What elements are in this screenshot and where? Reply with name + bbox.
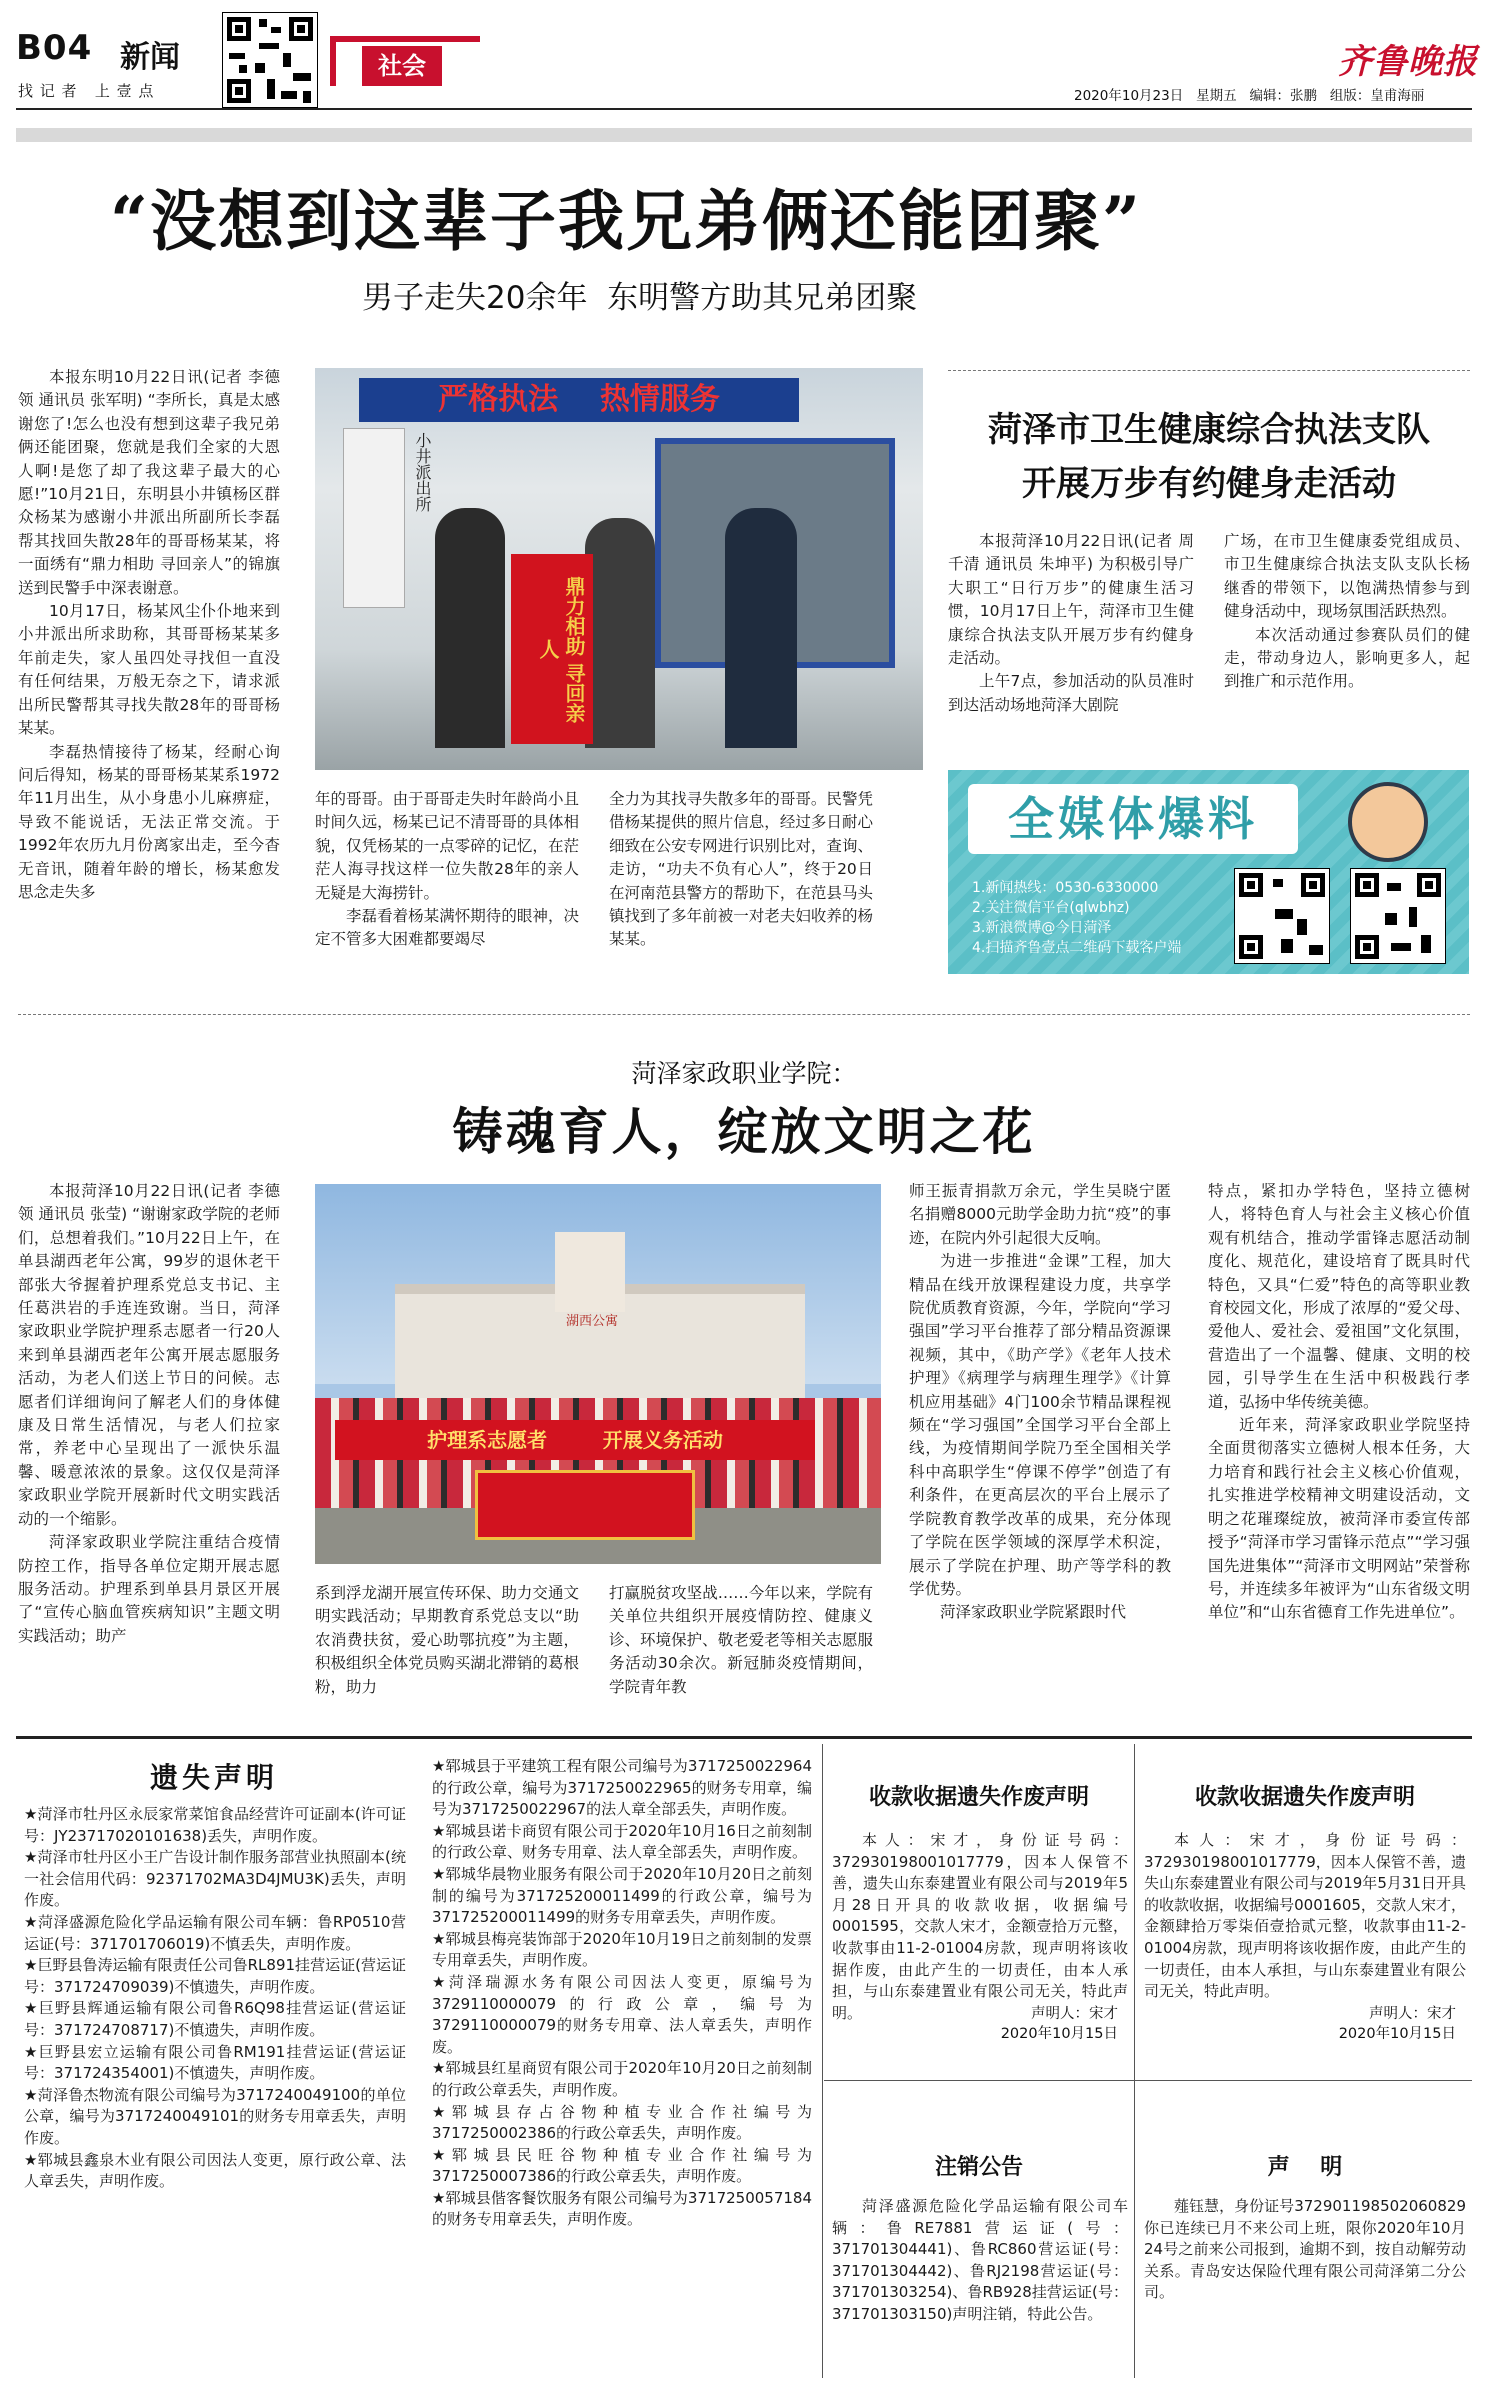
masthead-logo: 齐鲁晚报: [1338, 42, 1478, 82]
header-qr-code[interactable]: [222, 12, 318, 108]
article3-p5: 师王振青捐款万余元，学生吴晓宁匿名捐赠8000元助学金助力抗“疫”的事迹，在院内外引起很大反响。: [909, 1182, 1171, 1247]
ad-line-3: 3.新浪微博@今日菏泽: [972, 920, 1112, 936]
article3-col1: [18, 1180, 280, 1695]
lost-item-5: ★巨野县辉通运输有限公司鲁R6Q98挂营运证(营运证号：371724708717)不慎遗失，声明作废。: [24, 1999, 406, 2039]
receipt2-text: 本人：宋才，身份证号码：372930198001017779，因本人保管不善，遗失山东泰建置业有限公司与2019年5月31日开具的收款收据，收据编号0001605，交款人宋才，金额肆拾万零柒佰壹拾贰元整，收款事由11-2-01004房款，现声明将该收据作废，由此产生的一切责任，由本人承担，与山东泰建置业有限公司无关，特此声明。: [1144, 1831, 1466, 2001]
lost-item-6: ★巨野县宏立运输有限公司鲁RM191挂营运证(营运证号：371724354001)不慎遗失，声明作废。: [24, 2042, 406, 2083]
article2-col2: [1224, 530, 1470, 730]
article3-headline: 铸魂育人，绽放文明之花: [452, 1102, 1036, 1161]
date-info: [1074, 84, 1424, 104]
article1-p5: 李磊看着杨某满怀期待的眼神，决定不管多大困难都要竭尽: [315, 907, 579, 949]
statement-title: 声 明: [1267, 2155, 1343, 2180]
ad-line-1: 1.新闻热线：0530-6330000: [972, 880, 1159, 896]
photo-person-right: [725, 508, 797, 748]
article1-p2: 10月17日，杨某风尘仆仆地来到小井派出所求助称，其哥哥杨某某多年前走失，家人虽四处寻找但一直没有任何结果，万般无奈之下，请求派出所民警帮其寻找失散28年的哥哥杨某某。: [18, 602, 280, 738]
article2-col1: [948, 530, 1194, 730]
ad-qr-code-1[interactable]: [1234, 868, 1330, 964]
receipt1-signer: 声明人：宋才: [1031, 2006, 1118, 2022]
photo-station-sign: [343, 428, 405, 608]
notices-divider-1: [822, 1744, 823, 2378]
slogan: 找 记 者 上 壹 点: [18, 82, 155, 100]
article1-subhead: 男子走失20余年 东明警方助其兄弟团聚: [362, 280, 918, 316]
lost-item-4: ★巨野县鲁涛运输有限责任公司鲁RL891挂营运证(营运证号：371724709039)不慎遗失，声明作废。: [24, 1956, 406, 1996]
notices-top-rule: [16, 1736, 1472, 1739]
article1-p1: 本报东明10月22日讯(记者 李德领 通讯员 张军明) “李所长，真是太感谢您了!怎么也没有想到这辈子我兄弟俩还能团聚，您就是我们全家的大恩人啊!是您了却了我这辈子最大的心愿!”10月21日，东明县小井镇杨区群众杨某为感谢小井派出所副所长李磊帮其找回失散28年的哥哥杨某某，将一面绣有“鼎力相助 寻回亲人”的锦旗送到民警手中深表谢意。: [18, 368, 280, 597]
receipt2-title: 收款收据遗失作废声明: [1194, 1785, 1415, 1810]
photo-person-middle: [585, 518, 655, 748]
article3-col2: [315, 1582, 579, 1695]
article3-col4: [909, 1180, 1171, 1695]
statement-text: 薤钰慧，身份证号372901198502060829你已连续已月不来公司上班，限你2020年10月24号之前来公司报到，逾期不到，按自动解劳动关系。青岛安达保险代理有限公司菏泽第二分公司。: [1144, 2197, 1466, 2302]
article3-p6: 为进一步推进“金课”工程，加大精品在线开放课程建设力度，共享学院优质教育资源，今年，学院向“学习强国”学习平台推荐了部分精品资源课视频，其中，《助产学》《老年人技术护理》《病理学与病理生理学》《计算机应用基础》4门100余节精品课程视频在“学习强国”全国学习平台全部上线，为疫情期间学院乃至全国相关学科中高职学生“停课不停学”创造了有利条件，在更高层次的平台上展示了学院教育教学改革的成果，充分体现了学院在医学领域的深厚学术积淀，展示了学院在护理、助产等学科的教学优势。: [909, 1252, 1171, 1598]
media-tips-ad[interactable]: [948, 770, 1469, 974]
receipt1-title: 收款收据遗失作废声明: [868, 1785, 1089, 1810]
photo-front-banner: [475, 1470, 695, 1540]
section-name: 新闻: [120, 40, 180, 75]
article2-top-rule: [948, 370, 1470, 371]
receipt2-signature: [1144, 2004, 1456, 2044]
receipt2-signer: 声明人：宋才: [1369, 2006, 1456, 2022]
article3-kicker: 菏泽家政职业学院：: [631, 1059, 857, 1088]
page-code: B04: [16, 28, 93, 68]
article2-p2: 上午7点，参加活动的队员准时到达活动场地菏泽大剧院: [948, 672, 1194, 714]
lost-notice-title: 遗失声明: [149, 1761, 278, 1794]
lost-item-3: ★菏泽盛源危险化学品运输有限公司车辆：鲁RP0510营运证(号：371701706019)不慎丢失，声明作废。: [24, 1912, 406, 1953]
category-label: 社会: [362, 46, 442, 86]
statement-body: [1144, 2196, 1466, 2376]
lost-item-17: ★郓城县偕客餐饮服务有限公司编号为3717250057184的财务专用章丢失，声明作废。: [432, 2188, 812, 2229]
article3-top-rule: [18, 1014, 1470, 1015]
article3-p4: 打赢脱贫攻坚战……今年以来，学院有关单位共组织开展疫情防控、健康义诊、环境保护、敬老爱老等相关志愿服务活动30余次。新冠肺炎疫情期间，学院青年教: [609, 1584, 873, 1696]
lost-item-12: ★郓城县梅亮装饰部于2020年10月19日之前刻制的发票专用章丢失，声明作废。: [432, 1929, 812, 1970]
article1-photo: [315, 368, 923, 770]
lost-notices-col2: [432, 1756, 812, 2378]
article3-col5: [1208, 1180, 1470, 1695]
date: 2020年10月23日: [1074, 88, 1184, 104]
lost-item-16: ★郓城县民旺谷物种植专业合作社编号为3717250007386的行政公章丢失，声明作废。: [432, 2145, 812, 2186]
ad-line-4: 4.扫描齐鲁壹点二维码下载客户端: [972, 940, 1182, 956]
lost-item-1: ★菏泽市牡丹区永辰家常菜馆食品经营许可证副本(许可证号：JY23717020101638)丢失，声明作废。: [24, 1805, 406, 1845]
photo-building-name: 湖西公寓: [565, 1314, 618, 1329]
article3-p9: 近年来，菏泽家政职业学院坚持全面贯彻落实立德树人根本任务，大力培育和践行社会主义核心价值观，扎实推进学校精神文明建设活动，文明之花璀璨绽放，被菏泽市委宣传部授予“菏泽市学习雷锋示范点”“学习强国先进集体”“菏泽市文明网站”荣誉称号，并连续多年被评为“山东省级文明单位”和“山东省德育工作先进单位”。: [1208, 1416, 1470, 1622]
article1-col3: [609, 788, 873, 978]
cancel-notice-text: 菏泽盛源危险化学品运输有限公司车辆：鲁RE7881营运证(号：371701304441)、鲁RC860营运证(号：371701304442)、鲁RJ2198营运证(号：371701303254)、鲁RB928挂营运证(号：371701303150)声明注销，特此公告。: [832, 2197, 1128, 2323]
photo-station-name: 小井派出所: [413, 432, 432, 512]
lost-item-15: ★郓城县存占谷物种植专业合作社编号为3717250002386的行政公章丢失，声明作废。: [432, 2102, 812, 2143]
lost-item-9: ★郓城县于平建筑工程有限公司编号为3717250022964的行政公章，编号为3717250022965的财务专用章，编号为3717250022967的法人章全部丢失，声明作废。: [432, 1757, 812, 1819]
page-header: [0, 0, 1488, 125]
receipt2-body: [1144, 1830, 1466, 2000]
article2-headline-line2: 开展万步有约健身走活动: [1022, 464, 1396, 504]
notices-divider-mid: [824, 2080, 1472, 2081]
article3-p3: 系到浮龙湖开展宣传环保、助力交通文明实践活动；早期教育系党总支以“助农消费扶贫，爱心助鄂抗疫”为主题，积极组织全体党员购买湖北滞销的葛根粉，助力: [315, 1584, 579, 1696]
article1-p3: 李磊热情接待了杨某，经耐心询问后得知，杨某的哥哥杨某某系1972年11月出生，从小身患小儿麻痹症，导致不能说话，无法正常交流。于1992年农历九月份离家出走，至今杳无音讯，随着年龄的增长，杨某愈发思念走失多: [18, 742, 280, 901]
category-tab[interactable]: [330, 36, 480, 86]
article1-col2: [315, 788, 579, 978]
header-thick-rule: [16, 128, 1472, 142]
cancel-notice-body: [832, 2196, 1128, 2376]
article2-p3: 广场，在市卫生健康委党组成员、市卫生健康综合执法支队支队长杨继香的带领下，以饱满热情参与到健身活动中，现场氛围活跃热烈。: [1224, 532, 1470, 621]
lost-item-7: ★菏泽鲁杰物流有限公司编号为3717240049100的单位公章，编号为3717240049101的财务专用章丢失，声明作废。: [24, 2085, 406, 2147]
lost-notices-col1: [24, 1804, 406, 2378]
lost-item-14: ★郓城县红星商贸有限公司于2020年10月20日之前刻制的行政公章丢失，声明作废。: [432, 2059, 812, 2099]
receipt1-signature: [832, 2004, 1118, 2044]
article3-p7: 菏泽家政职业学院紧跟时代: [940, 1603, 1127, 1622]
lost-item-8: ★郓城县鑫泉木业有限公司因法人变更，原行政公章、法人章丢失，声明作废。: [24, 2150, 406, 2191]
cancel-notice-title: 注销公告: [934, 2155, 1023, 2180]
layout-editor: 组版：皇甫海丽: [1329, 88, 1425, 104]
ad-qr-code-2[interactable]: [1350, 868, 1446, 964]
editor: 编辑：张鹏: [1249, 88, 1317, 104]
article2-p1: 本报菏泽10月22日讯(记者 周千清 通讯员 朱坤平) 为积极引导广大职工“日行万步”的健康生活习惯，10月17日上午，菏泽市卫生健康综合执法支队开展万步有约健身走活动。: [948, 532, 1194, 668]
article1-col1: [18, 366, 280, 978]
photo-banner: 严格执法 热情服务: [359, 378, 799, 422]
photo-building-tower: [555, 1232, 625, 1312]
article1-p4: 年的哥哥。由于哥哥走失时年龄尚小且时间久远，杨某已记不清哥哥的具体相貌，仅凭杨某的一点零碎的记忆，在茫茫人海寻找这样一位失散28年的亲人无疑是大海捞针。: [315, 790, 579, 902]
weekday: 星期五: [1196, 88, 1237, 104]
article3-p8: 特点，紧扣办学特色，坚持立德树人，将特色育人与社会主义核心价值观有机结合，推动学雷锋志愿活动制度化、规范化，建设培育了既具时代特色，又具“仁爱”特色的高等职业教育校园文化，形成了浓厚的“爱父母、爱他人、爱社会、爱祖国”文化氛围，营造出了一个温馨、健康、文明的校园，引导学生在生活中积极践行孝道，弘扬中华传统美德。: [1208, 1182, 1470, 1411]
photo-flag: 鼎力相助 寻回亲人: [511, 554, 593, 744]
article3-photo: [315, 1184, 881, 1564]
article2-p4: 本次活动通过参赛队员们的健走，带动身边人，影响更多人，起到推广和示范作用。: [1224, 625, 1470, 691]
receipt1-date: 2020年10月15日: [1000, 2026, 1118, 2042]
article3-p2: 菏泽家政职业学院注重结合疫情防控工作，指导各单位定期开展志愿服务活动。护理系到单县月景区开展了“宣传心脑血管疾病知识”主题文明实践活动；助产: [18, 1533, 280, 1645]
lost-item-13: ★菏泽瑞源水务有限公司因法人变更，原编号为3729110000079的行政公章，编号为3729110000079的财务专用章、法人章丢失，声明作废。: [432, 1972, 812, 2056]
notices-divider-2: [1134, 1744, 1135, 2378]
receipt1-text: 本人：宋才，身份证号码：372930198001017779，因本人保管不善，遗失山东泰建置业有限公司与2019年5月28日开具的收款收据，收据编号0001595，交款人宋才，金额壹拾万元整，收款事由11-2-01004房款，现声明将该收据作废，由此产生的一切责任，由本人承担，与山东泰建置业有限公司无关，特此声明。: [832, 1831, 1128, 2022]
ad-line-2: 2.关注微信平台(qlwbhz): [972, 900, 1130, 916]
lost-item-10: ★郓城县诺卡商贸有限公司于2020年10月16日之前刻制的行政公章、财务专用章、法人章全部丢失，声明作废。: [432, 1821, 812, 1862]
article1-p6: 全力为其找寻失散多年的哥哥。民警凭借杨某提供的照片信息，经过多日耐心细致在公安专网进行识别比对，查询、走访，“功夫不负有心人”，终于20日在河南范县警方的帮助下，在范县马头镇找到了多年前被一对老夫妇收养的杨某某。: [609, 790, 873, 949]
ad-lines: [972, 878, 1242, 958]
article2-headline-line1: 菏泽市卫生健康综合执法支队: [988, 410, 1430, 450]
article3-col3: [609, 1582, 873, 1695]
receipt2-date: 2020年10月15日: [1338, 2026, 1456, 2042]
ad-character: [1348, 782, 1428, 862]
lost-item-2: ★菏泽市牡丹区小王广告设计制作服务部营业执照副本(统一社会信用代码：92371702MA3D4JMU3K)丢失，声明作废。: [24, 1848, 406, 1910]
lost-item-11: ★郓城华晨物业服务有限公司于2020年10月20日之前刻制的编号为3717252000114​99的行政公章，编号为3717252000114​99的财务专用章丢失，声明作废。: [432, 1864, 812, 1927]
photo-person-left: [435, 508, 505, 748]
ad-title: 全媒体爆料: [968, 784, 1298, 854]
article1-headline: “没想到这辈子我兄弟俩还能团聚”: [110, 182, 1142, 260]
photo-banner: 护理系志愿者 开展义务活动: [335, 1420, 815, 1460]
article3-p1: 本报菏泽10月22日讯(记者 李德领 通讯员 张莹) “谢谢家政学院的老师们，总想着我们。”10月22日上午，在单县湖西老年公寓，99岁的退休老干部张大爷握着护理系党总支书记、主任葛洪岩的手连连致谢。当日，菏泽家政职业学院护理系志愿者一行20人来到单县湖西老年公寓开展志愿服务活动，为老人们送上节日的问候。志愿者们详细询问了解老人们的身体健康及日常生活情况，与老人们拉家常，养老中心呈现出了一派快乐温馨、暖意浓浓的景象。这仅仅是菏泽家政职业学院开展新时代文明实践活动的一个缩影。: [18, 1182, 280, 1528]
header-rule: [16, 108, 1472, 110]
